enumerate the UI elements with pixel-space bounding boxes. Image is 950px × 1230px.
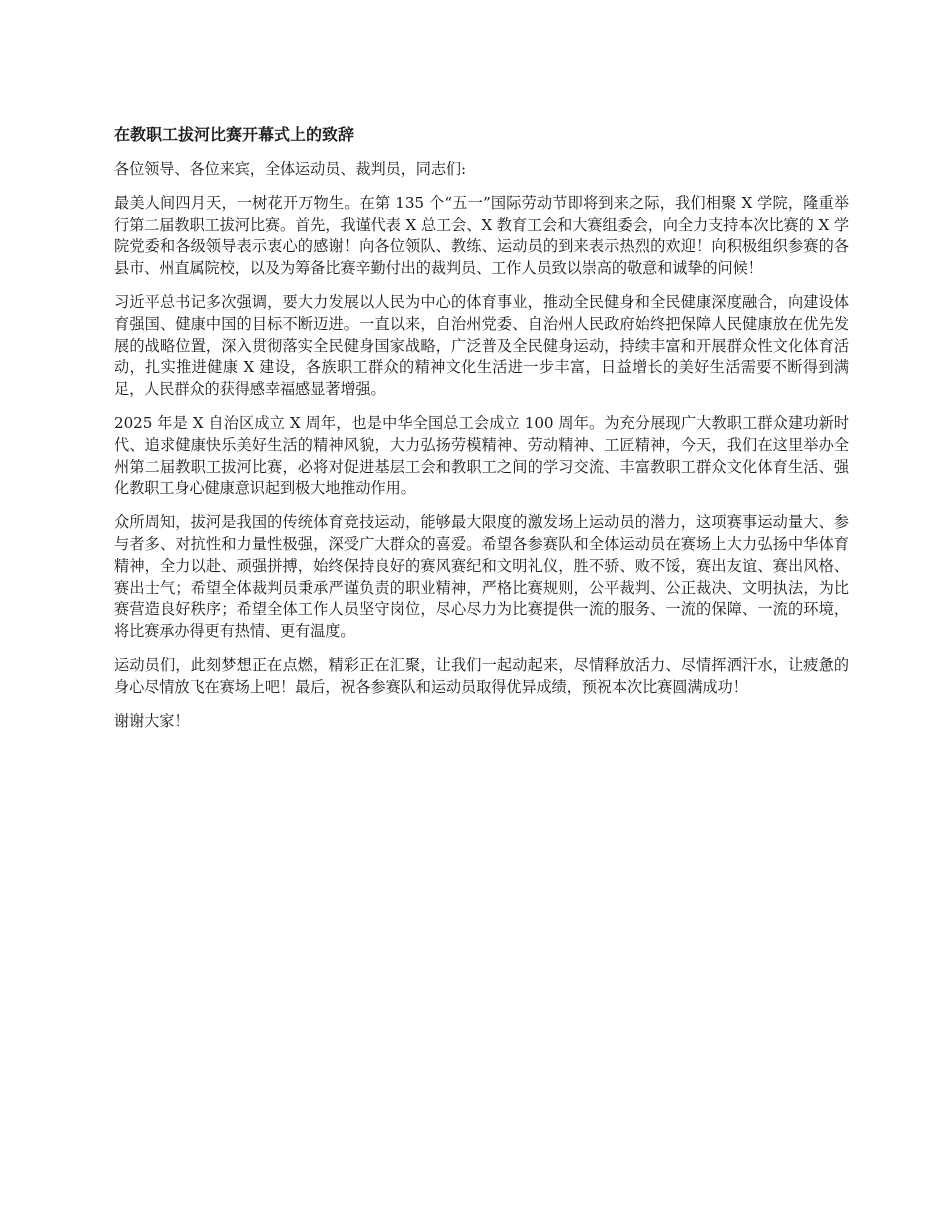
- body-paragraph: 2025 年是 X 自治区成立 X 周年，也是中华全国总工会成立 100 周年。为充分展现广大教职工群众建功新时代、追求健康快乐美好生活的精神风貌，大力弘扬劳模精神、劳动精神、工匠精神，今天，我们在这里举办全州第二届教职工拔河比赛，必将对促进基层工会和教职工之间的学习交流、丰富教职工群众文化体育生活、强化教职工身心健康意识起到极大地推动作用。: [114, 413, 849, 498]
- closing-paragraph: 谢谢大家！: [114, 711, 190, 730]
- greeting-paragraph: 各位领导、各位来宾，全体运动员、裁判员，同志们:: [114, 160, 467, 178]
- body-paragraph: 众所周知，拔河是我国的传统体育竞技运动，能够最大限度的激发场上运动员的潜力，这项赛事运动量大、参与者多、对抗性和力量性极强，深受广大群众的喜爱。希望各参赛队和全体运动员在赛场上大力弘扬中华体育精神，全力以赴、顽强拼搏，始终保持良好的赛风赛纪和文明礼仪，胜不骄、败不馁，赛出友谊、赛出风格、赛出士气；希望全体裁判员秉承严谨负责的职业精神，严格比赛规则，公平裁判、公正裁决、文明执法，为比赛营造良好秩序；希望全体工作人员坚守岗位，尽心尽力为比赛提供一流的服务、一流的保障、一流的环境，将比赛承办得更有热情、更有温度。: [114, 513, 849, 641]
- document-page: [114, 124, 849, 744]
- body-paragraph: 运动员们，此刻梦想正在点燃，精彩正在汇聚，让我们一起动起来，尽情释放活力、尽情挥洒汗水，让疲惫的身心尽情放飞在赛场上吧！最后，祝各参赛队和运动员取得优异成绩，预祝本次比赛圆满成功！: [114, 655, 849, 696]
- document-title: 在教职工拔河比赛开幕式上的致辞: [114, 125, 355, 144]
- body-paragraph: 习近平总书记多次强调，要大力发展以人民为中心的体育事业，推动全民健身和全民健康深度融合，向建设体育强国、健康中国的目标不断迈进。一直以来，自治州党委、自治州人民政府始终把保障人民健康放在优先发展的战略位置，深入贯彻落实全民健身国家战略，广泛普及全民健身运动，持续丰富和开展群众性文化体育活动，扎实推进健康 X 建设，各族职工群众的精神文化生活进一步丰富，日益增长的美好生活需要不断得到满足，人民群众的获得感幸福感显著增强。: [114, 292, 849, 399]
- body-paragraph: 最美人间四月天，一树花开万物生。在第 135 个“五一”国际劳动节即将到来之际，我们相聚 X 学院，隆重举行第二届教职工拔河比赛。首先，我谨代表 X 总工会、X 教育工会和大赛组委会，向全力支持本次比赛的 X 学院党委和各级领导表示衷心的感谢！向各位领队、教练、运动员的到来表示热烈的欢迎！向积极组织参赛的各县市、州直属院校，以及为筹备比赛辛勤付出的裁判员、工作人员致以崇高的敬意和诚挚的问候！: [114, 193, 849, 278]
